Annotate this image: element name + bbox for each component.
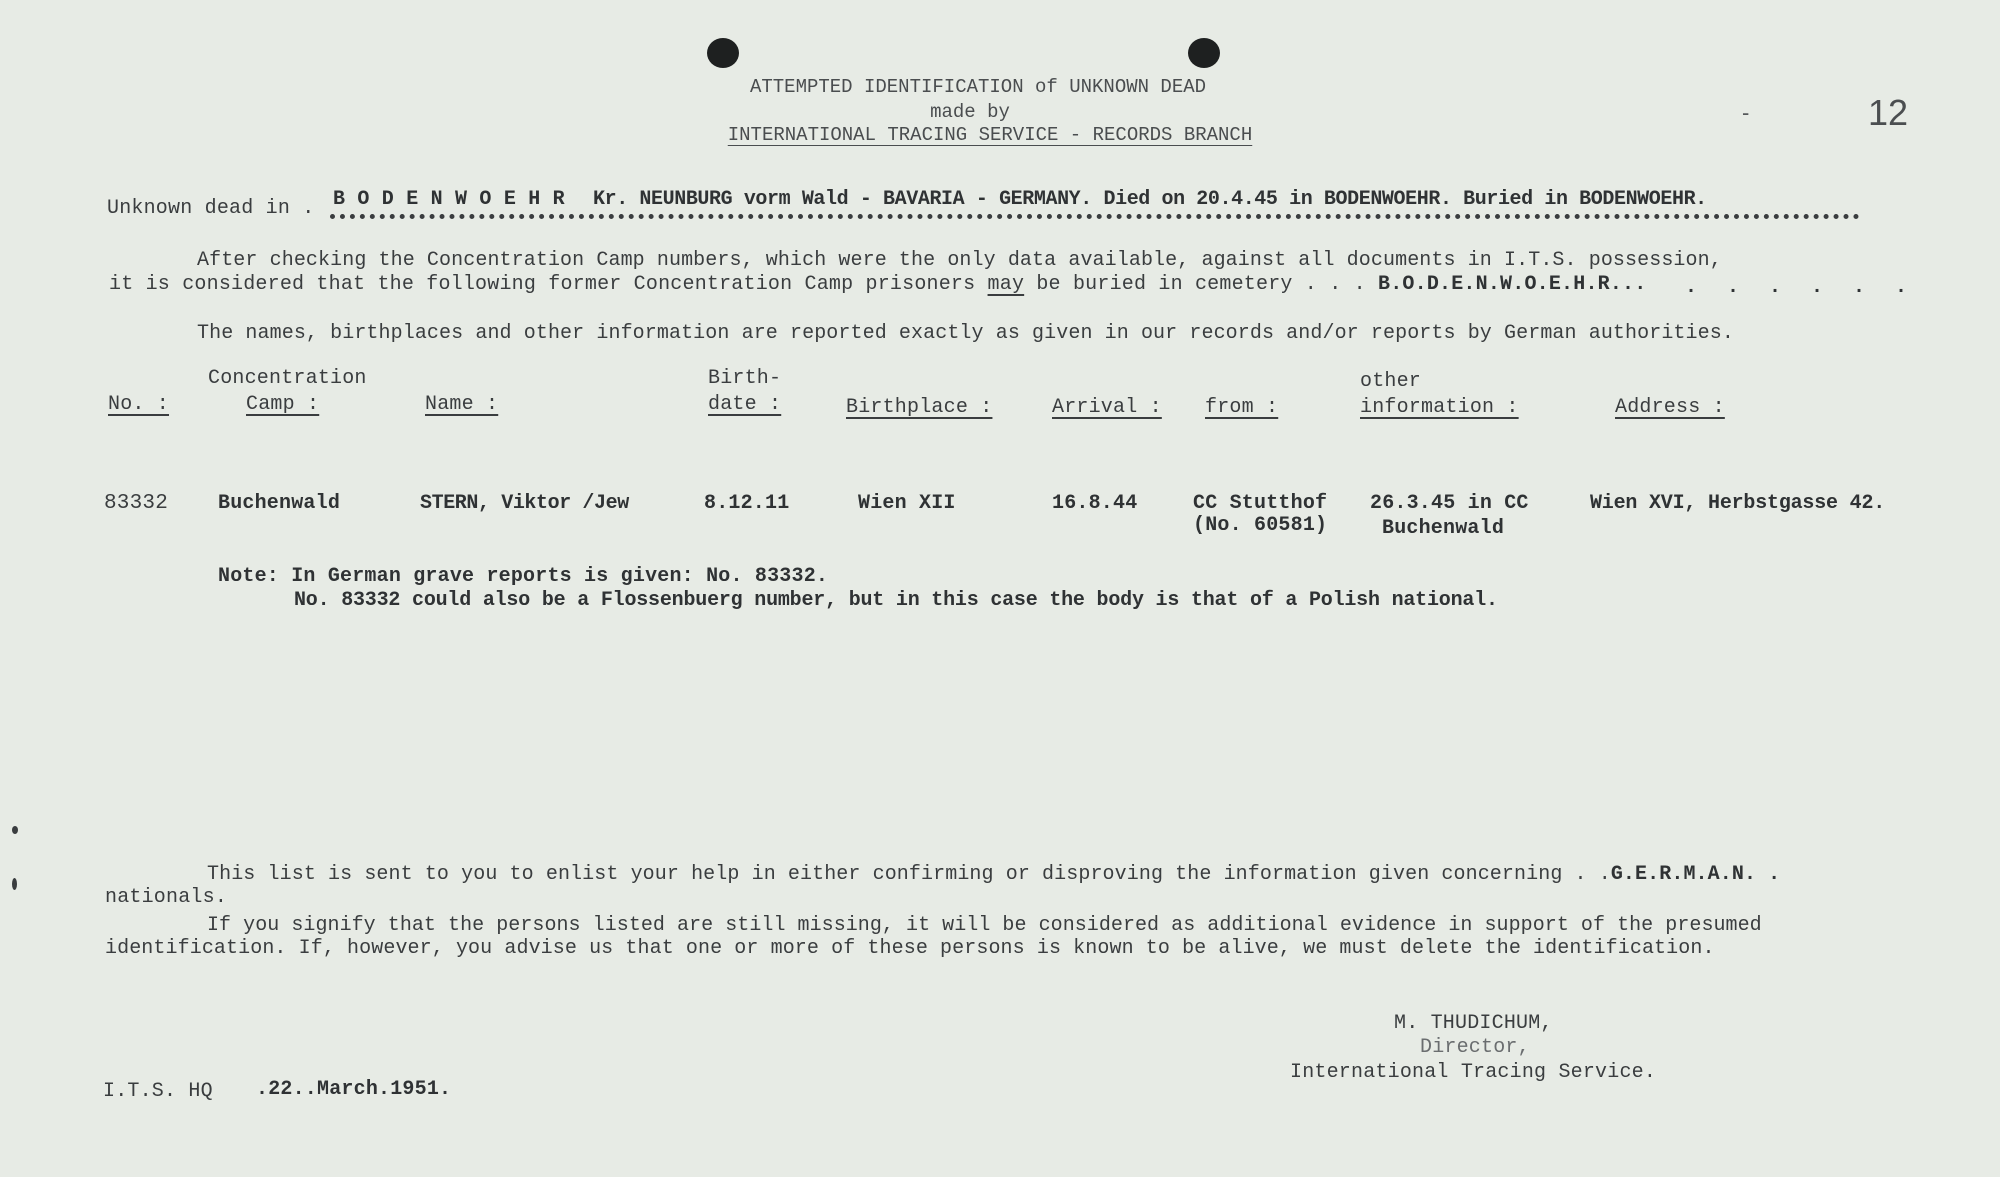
col-name: Name : [425, 393, 499, 416]
record-other-1: 26.3.45 in CC [1370, 492, 1529, 515]
closing-line-1-text: This list is sent to you to enlist your help in either confirming or disproving the information given concerning . . [207, 863, 1611, 886]
closing-nationality: G.E.R.M.A.N. [1610, 863, 1757, 886]
closing-line-4: identification. If, however, you advise us that one or more of these persons is known to be alive, we must delete the identification. [105, 937, 1715, 960]
intro-line-2-text: it is considered that the following former Concentration Camp prisoners [109, 273, 976, 296]
page-number: 12 [1868, 92, 1909, 133]
record-from-1: CC Stutthof [1193, 492, 1328, 515]
record-birthplace: Wien XII [858, 492, 956, 515]
col-camp-top: Concentration [208, 367, 367, 390]
note-line-2: No. 83332 could also be a Flossenbuerg number, but in this case the body is that of a Polish national. [294, 589, 1498, 612]
cemetery-dots: . . . . . . [1685, 276, 1917, 299]
col-birthplace: Birthplace : [846, 396, 993, 419]
record-birthdate: 8.12.11 [704, 492, 790, 515]
col-from: from : [1205, 396, 1279, 419]
dotted-leader-1 [330, 200, 1860, 219]
record-address: Wien XVI, Herbstgasse 42. [1590, 492, 1886, 515]
intro-line-3: The names, birthplaces and other information are reported exactly as given in our records and/or reports by German authorities. [197, 322, 1734, 345]
record-no: 83332 [104, 492, 169, 515]
col-arrival: Arrival : [1052, 396, 1162, 419]
closing-line-3: If you signify that the persons listed are still missing, it will be considered as additional evidence in support of the presumed [207, 914, 1762, 937]
col-camp: Camp : [246, 393, 320, 416]
record-other-2: Buchenwald [1382, 517, 1505, 540]
footer-hq: I.T.S. HQ [103, 1080, 213, 1103]
col-address: Address : [1615, 396, 1725, 419]
page-marker: - [1742, 100, 1750, 125]
note-line-1: Note: In German grave reports is given: No. 83332. [218, 565, 829, 588]
intro-line-1: After checking the Concentration Camp numbers, which were the only data available, against all documents in I.T.S. possession, [197, 249, 1722, 272]
closing-trailing-dot: . [1756, 863, 1781, 886]
cemetery-name: B.O.D.E.N.W.O.E.H.R... [1378, 273, 1647, 296]
intro-may: may [987, 273, 1025, 296]
intro-line-2-post: be buried in cemetery . . . [1036, 273, 1366, 296]
signature-title: Director, [1420, 1036, 1530, 1059]
header-title: ATTEMPTED IDENTIFICATION of UNKNOWN DEAD [749, 76, 1207, 98]
unknown-dead-details: Kr. NEUNBURG vorm Wald - BAVARIA - GERMANY. Died on 20.4.45 in BODENWOEHR. Buried in BODENWOEHR. [593, 188, 1707, 211]
header-branch: INTERNATIONAL TRACING SERVICE - RECORDS BRANCH [727, 124, 1253, 146]
margin-mark-1 [12, 826, 18, 834]
footer-date: .22..March.1951. [256, 1078, 452, 1101]
punch-hole-right [1188, 38, 1220, 68]
record-camp: Buchenwald [218, 492, 341, 515]
record-name: STERN, Viktor /Jew [420, 492, 629, 515]
punch-hole-left [707, 38, 739, 68]
col-birth-top: Birth- [708, 367, 782, 390]
record-from-2: (No. 60581) [1193, 514, 1328, 537]
col-other: information : [1360, 396, 1519, 419]
signature-name: M. THUDICHUM, [1394, 1012, 1553, 1035]
margin-mark-2 [12, 878, 17, 890]
closing-line-2: nationals. [105, 886, 228, 909]
col-other-top: other [1360, 370, 1422, 393]
signature-org: International Tracing Service. [1290, 1061, 1657, 1084]
unknown-dead-place: B O D E N W O E H R [333, 188, 565, 211]
record-arrival: 16.8.44 [1052, 492, 1138, 515]
unknown-dead-label: Unknown dead in . [107, 197, 315, 220]
col-birthdate: date : [708, 393, 782, 416]
closing-line-1 [207, 863, 1780, 886]
col-no: No. : [108, 393, 170, 416]
intro-line-2 [109, 273, 1646, 296]
header-made-by: made by [930, 101, 1010, 123]
